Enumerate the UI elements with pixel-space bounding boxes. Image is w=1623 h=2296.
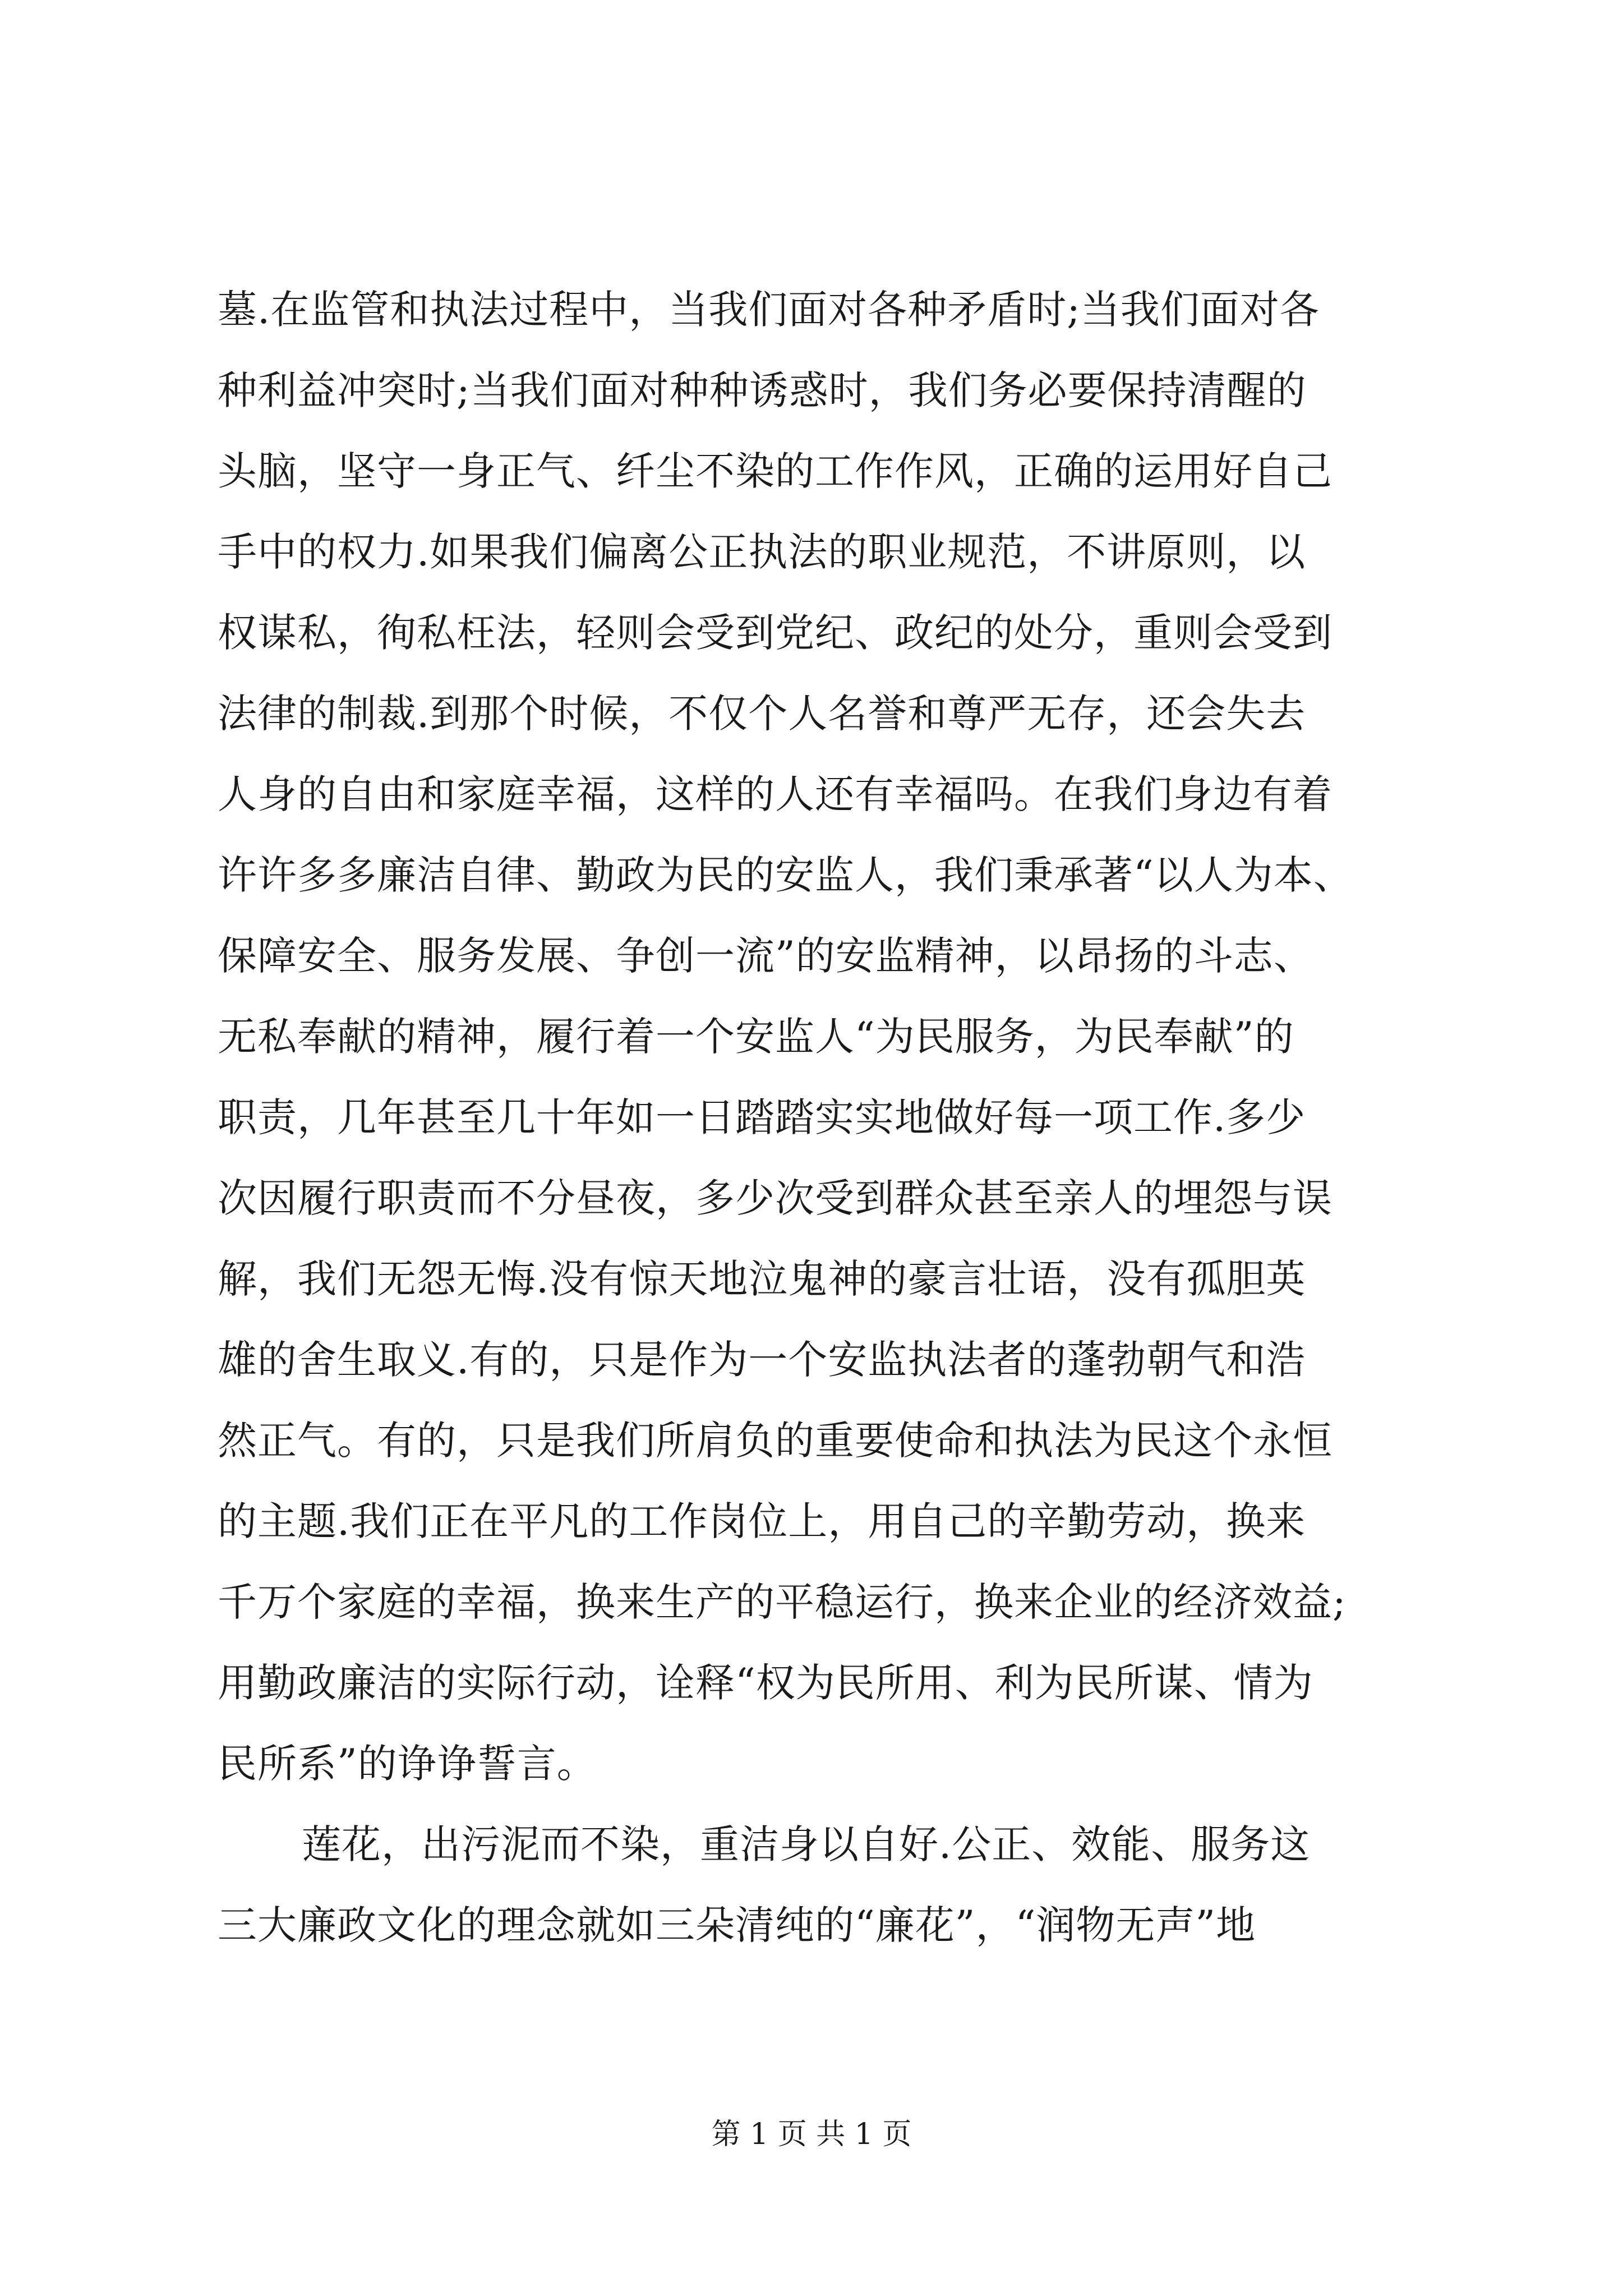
text-line: 用勤政廉洁的实际行动，诠释“权为民所用、利为民所谋、情为 xyxy=(218,1660,1313,1706)
text-line: 权谋私，徇私枉法，轻则会受到党纪、政纪的处分，重则会受到 xyxy=(218,610,1332,656)
text-line: 许许多多廉洁自律、勤政为民的安监人，我们秉承著“以人为本、 xyxy=(218,852,1353,898)
text-line: 解，我们无怨无悔.没有惊天地泣鬼神的豪言壮语，没有孤胆英 xyxy=(218,1256,1306,1302)
text-line: 手中的权力.如果我们偏离公正执法的职业规范，不讲原则，以 xyxy=(218,529,1306,575)
text-line: 莲花，出污泥而不染，重洁身以自好.公正、效能、服务这 xyxy=(302,1821,1311,1867)
text-line: 雄的舍生取义.有的，只是作为一个安监执法者的蓬勃朝气和浩 xyxy=(218,1337,1306,1383)
text-line: 人身的自由和家庭幸福，这样的人还有幸福吗。在我们身边有着 xyxy=(218,771,1332,817)
page-footer xyxy=(0,2115,1623,2154)
paragraph-2 xyxy=(218,1804,1412,1966)
text-line: 职责，几年甚至几十年如一日踏踏实实地做好每一项工作.多少 xyxy=(218,1094,1306,1140)
text-line: 种利益冲突时;当我们面对种种诱惑时，我们务必要保持清醒的 xyxy=(218,367,1307,413)
text-line: 次因履行职责而不分昼夜，多少次受到群众甚至亲人的埋怨与误 xyxy=(218,1175,1332,1221)
text-line: 无私奉献的精神，履行着一个安监人“为民服务，为民奉献”的 xyxy=(218,1014,1294,1060)
text-line: 三大廉政文化的理念就如三朵清纯的“廉花”，“润物无声”地 xyxy=(218,1902,1256,1948)
document-body xyxy=(218,269,1412,1966)
text-line: 保障安全、服务发展、争创一流”的安监精神，以昂扬的斗志、 xyxy=(218,933,1313,979)
text-line: 头脑，坚守一身正气、纤尘不染的工作作风，正确的运用好自己 xyxy=(218,448,1332,494)
page-number-label: 第 1 页 共 1 页 xyxy=(711,2118,912,2151)
text-line: 法律的制裁.到那个时候，不仅个人名誉和尊严无存，还会失去 xyxy=(218,691,1306,737)
text-line: 然正气。有的，只是我们所肩负的重要使命和执法为民这个永恒 xyxy=(218,1418,1332,1464)
text-line: 的主题.我们正在平凡的工作岗位上，用自己的辛勤劳动，换来 xyxy=(218,1498,1306,1544)
paragraph-1 xyxy=(218,269,1412,1804)
text-line: 千万个家庭的幸福，换来生产的平稳运行，换来企业的经济效益; xyxy=(218,1579,1347,1625)
text-line: 民所系”的诤诤誓言。 xyxy=(218,1741,597,1787)
text-line: 墓.在监管和执法过程中，当我们面对各种矛盾时;当我们面对各 xyxy=(218,287,1320,333)
